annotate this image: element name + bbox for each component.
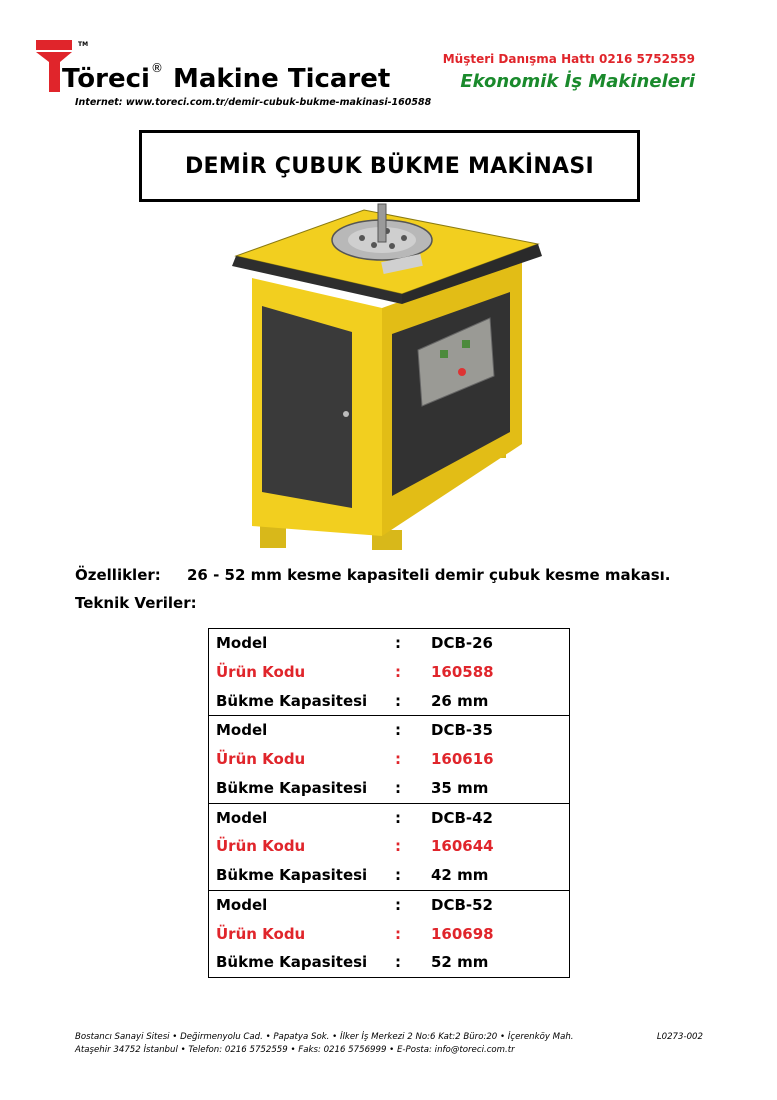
product-code-value: 160698 [431, 924, 494, 943]
model-row: Model : DCB-42 [216, 808, 493, 827]
model-value: DCB-52 [431, 895, 493, 914]
page-title: DEMİR ÇUBUK BÜKME MAKİNASI [185, 153, 594, 179]
spec-group [209, 890, 569, 977]
capacity-value: 42 mm [431, 866, 489, 884]
model-value: DCB-35 [431, 721, 493, 740]
customer-hotline: Müşteri Danışma Hattı 0216 5752559 [442, 52, 695, 66]
product-code-row: Ürün Kodu : 160588 [216, 662, 494, 681]
features-line [75, 566, 671, 584]
spec-table [208, 628, 570, 978]
capacity-row: Bükme Kapasitesi : 35 mm [216, 778, 489, 797]
model-value: DCB-42 [431, 808, 493, 827]
product-code-value: 160644 [431, 837, 494, 856]
capacity-value: 35 mm [431, 778, 489, 797]
footer-contact: Ataşehir 34752 İstanbul • Telefon: 0216 5752559 • Faks: 0216 5756999 • E-Posta: info@toreci.com.tr [75, 1045, 515, 1055]
spec-group [209, 629, 569, 715]
product-code-row: Ürün Kodu : 160644 [216, 837, 494, 856]
title-box [139, 130, 640, 202]
slogan: Ekonomik İş Makineleri [460, 71, 695, 92]
capacity-value: 52 mm [431, 953, 489, 972]
model-row: Model : DCB-35 [216, 721, 493, 740]
model-value: DCB-26 [431, 634, 493, 652]
capacity-value: 26 mm [431, 691, 489, 710]
technical-data-heading: Teknik Veriler: [75, 594, 197, 612]
footer-address: Bostancı Sanayi Sitesi • Değirmenyolu Cad. • Papatya Sok. • İlker İş Merkezi 2 No:6 Kat:2 Büro:20 • İçerenköy Mah. [75, 1032, 574, 1042]
model-row: Model : DCB-26 [216, 634, 493, 652]
document-number: L0273-002 [656, 1032, 703, 1042]
product-code-row: Ürün Kodu : 160698 [216, 924, 494, 943]
product-code-row: Ürün Kodu : 160616 [216, 750, 494, 768]
capacity-row: Bükme Kapasitesi : 52 mm [216, 953, 489, 972]
spec-group [209, 803, 569, 890]
capacity-row: Bükme Kapasitesi : 42 mm [216, 866, 489, 884]
product-code-value: 160588 [431, 662, 494, 681]
spec-group [209, 715, 569, 802]
capacity-row: Bükme Kapasitesi : 26 mm [216, 691, 489, 710]
model-row: Model : DCB-52 [216, 895, 493, 914]
features-value: 26 - 52 mm kesme kapasiteli demir çubuk kesme makası. [187, 566, 671, 584]
trademark-mark: TM [78, 41, 89, 48]
website-url[interactable]: Internet: www.toreci.com.tr/demir-cubuk-bukme-makinasi-160588 [75, 97, 432, 108]
bending-machine-image [222, 200, 562, 552]
features-label: Özellikler: [75, 566, 161, 584]
company-name: Töreci® Makine Ticaret [62, 61, 391, 94]
product-code-value: 160616 [431, 750, 494, 768]
